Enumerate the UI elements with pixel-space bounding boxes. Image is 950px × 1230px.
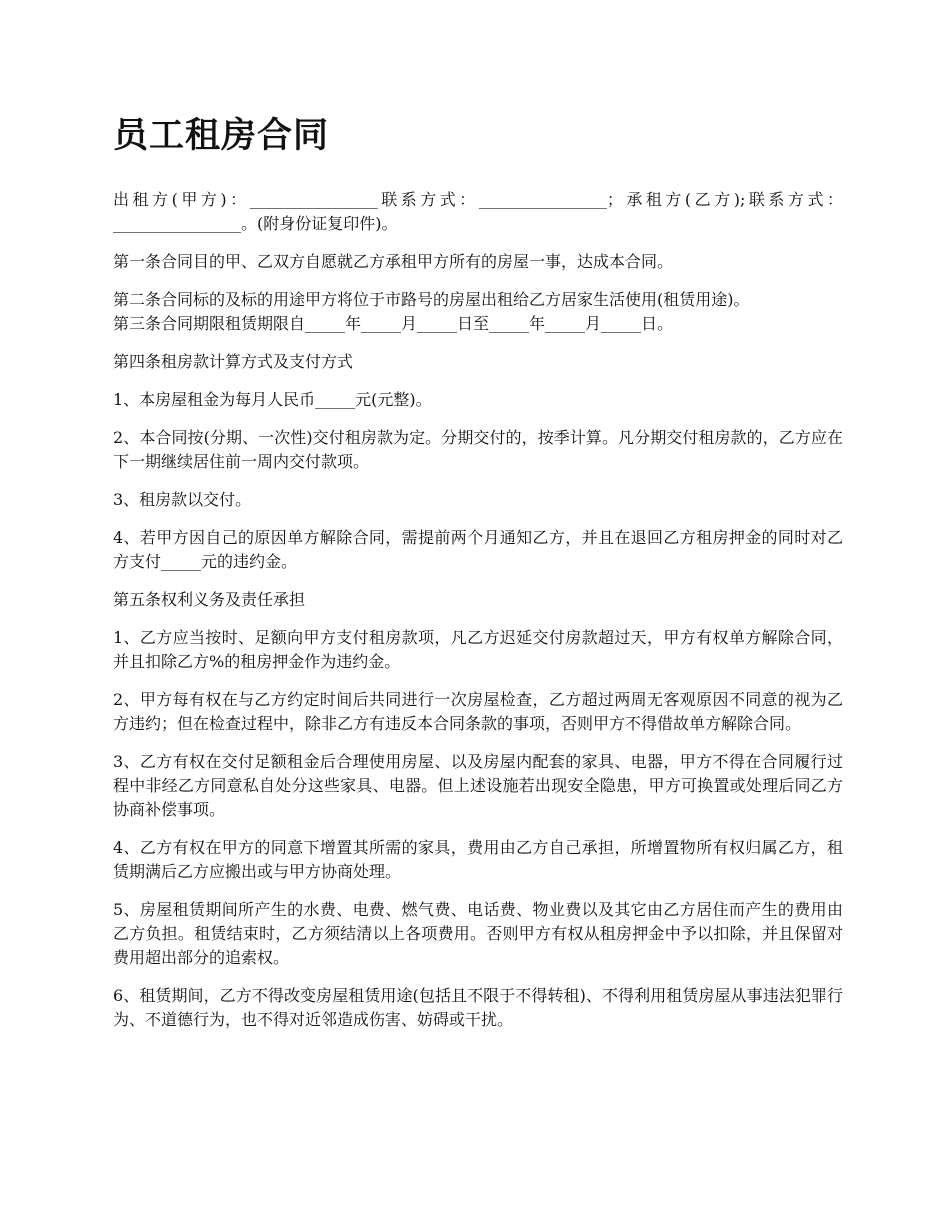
clause-5-item-1: 1、乙方应当按时、足额向甲方支付租房款项，凡乙方迟延交付房款超过天，甲方有权单方解除合同，并且扣除乙方%的租房押金作为违约金。 bbox=[113, 628, 843, 671]
clause-5-heading: 第五条权利义务及责任承担 bbox=[113, 590, 306, 609]
clause-3-term: 第三条合同期限租赁期限自_____年_____月_____日至_____年_____月_____日。 bbox=[113, 314, 674, 333]
clause-4-item-4: 4、若甲方因自己的原因单方解除合同，需提前两个月通知乙方，并且在退回乙方租房押金的同时对乙方支付_____元的违约金。 bbox=[113, 528, 843, 571]
clause-5-item-2: 2、甲方每有权在与乙方约定时间后共同进行一次房屋检查，乙方超过两周无客观原因不同意的视为乙方违约；但在检查过程中，除非乙方有违反本合同条款的事项，否则甲方不得借故单方解除合同。 bbox=[113, 690, 843, 733]
document-title: 员工租房合同 bbox=[113, 115, 330, 156]
document-page bbox=[113, 112, 843, 1046]
clause-1-purpose: 第一条合同目的甲、乙双方自愿就乙方承租甲方所有的房屋一事，达成本合同。 bbox=[113, 252, 674, 271]
parties-paragraph: 出租方(甲方)：________________联系方式：________________；承租方(乙方);联系方式：________________。(附身份证复印件)。 bbox=[113, 190, 843, 233]
clause-4-item-2: 2、本合同按(分期、一次性)交付租房款为定。分期交付的，按季计算。凡分期交付租房款的，乙方应在下一期继续居住前一周内交付款项。 bbox=[113, 428, 843, 471]
clause-4-item-3: 3、租房款以交付。 bbox=[113, 490, 252, 509]
clause-4-heading: 第四条租房款计算方式及支付方式 bbox=[113, 352, 354, 371]
clause-2-subject: 第二条合同标的及标的用途甲方将位于市路号的房屋出租给乙方居家生活使用(租赁用途)。 bbox=[113, 290, 750, 309]
clause-4-item-1: 1、本房屋租金为每月人民币_____元(元整)。 bbox=[113, 390, 432, 409]
clause-5-item-4: 4、乙方有权在甲方的同意下增置其所需的家具，费用由乙方自己承担，所增置物所有权归属乙方，租赁期满后乙方应搬出或与甲方协商处理。 bbox=[113, 838, 843, 881]
clause-5-item-5: 5、房屋租赁期间所产生的水费、电费、燃气费、电话费、物业费以及其它由乙方居住而产生的费用由乙方负担。租赁结束时，乙方须结清以上各项费用。否则甲方有权从租房押金中予以扣除，并且保留对费用超出部分的追索权。 bbox=[113, 900, 843, 967]
clause-5-item-3: 3、乙方有权在交付足额租金后合理使用房屋、以及房屋内配套的家具、电器，甲方不得在合同履行过程中非经乙方同意私自处分这些家具、电器。但上述设施若出现安全隐患，甲方可换置或处理后同乙方协商补偿事项。 bbox=[113, 752, 843, 819]
clause-5-item-6: 6、租赁期间，乙方不得改变房屋租赁用途(包括且不限于不得转租)、不得利用租赁房屋从事违法犯罪行为、不道德行为，也不得对近邻造成伤害、妨碍或干扰。 bbox=[113, 986, 843, 1029]
